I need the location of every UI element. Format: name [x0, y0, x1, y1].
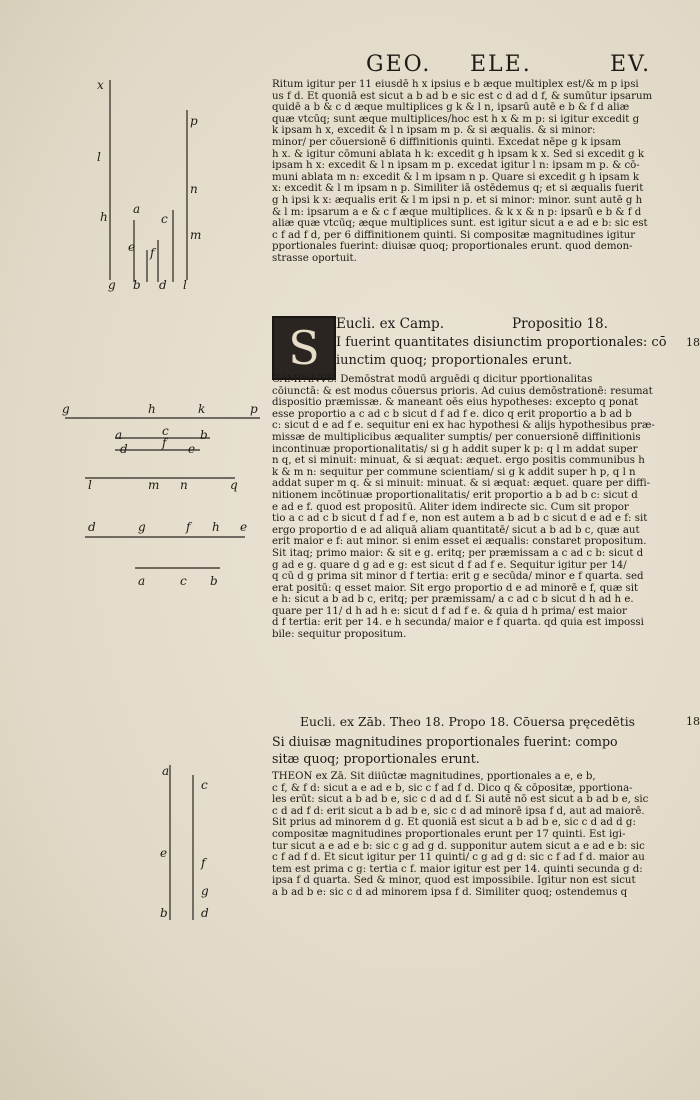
- text-line: erat positū: q esset maior. Sit ergo proportio d e ad minorē e f, quæ sit: [272, 582, 639, 594]
- text-line: compositæ magnitudines proportionales erunt per 17 quinti. Est igi-: [272, 828, 626, 840]
- diagram-label: b: [200, 428, 208, 442]
- text-line: g h ipsi k x: æqualis erit & l m ipsi n p. et si minor: minor. sunt autē g h: [272, 194, 643, 206]
- text-line: Sit itaq; primo maior: & sit e g. eritq; per præmissam a c ad c b: sicut d: [272, 547, 644, 559]
- diagram-label: f: [186, 520, 191, 534]
- section1-enunciation-1: I fuerint quantitates disiunctim proportionales: cō: [336, 335, 667, 350]
- diagram-label: c: [180, 574, 187, 588]
- text-line: THEON ex Zā. Sit diiūctæ magnitudines, pportionales a e, e b,: [272, 771, 596, 782]
- diagram-label: e: [240, 520, 248, 534]
- text-line: c f, & f d: sicut a e ad e b, sic c f ad f d. Dico q & cōpositæ, pportiona-: [272, 782, 633, 794]
- text-line: strasse oportuit.: [272, 252, 357, 264]
- diagram-label: d: [88, 520, 96, 534]
- text-block-2: [272, 374, 680, 641]
- section1-proposition: Propositio 18.: [512, 316, 608, 332]
- diagram-label: l: [88, 478, 92, 492]
- section1-title: Eucli. ex Camp.: [336, 316, 445, 332]
- diagram-label: l: [183, 278, 187, 292]
- diagram-3: [150, 755, 220, 930]
- text-line: ipsam h x: excedit & l n ipsam m p. excedat igitur l n: ipsam m p. & cō-: [272, 160, 640, 172]
- diagram-label: f: [201, 856, 206, 870]
- margin-number: 18: [686, 715, 700, 728]
- text-line: tem est prima c g: tertia c f. maior igitur est per 14. quinti secunda g d:: [272, 863, 643, 875]
- text-line: tio a c ad c b sicut d f ad f e, non est autem a b ad b c sicut d e ad e f: sit: [272, 513, 648, 525]
- text-block-3: [272, 771, 680, 899]
- diagram-label: a: [162, 764, 170, 778]
- text-line: quare per 11/ d h ad h e: sicut d f ad f e. & quia d h prima/ est maior: [272, 605, 627, 617]
- text-line: Ritum igitur per 11 eiusdē h x ipsius e b æque multiplex est/& m p ipsi: [272, 79, 639, 90]
- text-line: addat super m q. & si minuit: minuat. & si æquat: æquet. quare per diffi-: [272, 478, 651, 490]
- text-line: erit maior e f: aut minor. si enim esset ei æqualis: constaret propositum.: [272, 536, 647, 548]
- text-line: n q, et si minuit: minuat, & si æquat: æquet. ergo positis communibus h: [272, 455, 645, 467]
- text-line: ergo proportio d e ad aliquā aliam quantitatē/ sicut a b ad b c, quæ aut: [272, 524, 640, 536]
- text-line: us f d. Et quoniā est sicut a b ad b e sic est c d ad d f, & sumūtur ipsarum: [272, 90, 653, 102]
- diagram-label: h: [212, 520, 220, 534]
- section2-enunciation-1: Si diuisæ magnitudines proportionales fuerint: compo: [272, 734, 618, 749]
- text-line: CAMPANVS. Demōstrat modū arguēdi q dicitur pportionalitas: [272, 374, 593, 385]
- diagram-label: a: [115, 428, 123, 442]
- text-line: e ad e f. quod est propositū. Aliter idem indirecte sic. Cum sit propor: [272, 501, 629, 513]
- diagram-label: h: [148, 402, 156, 416]
- header-right: EV.: [610, 52, 652, 77]
- text-line: tur sicut a e ad e b: sic c g ad g d. supponitur autem sicut a e ad e b: sic: [272, 840, 645, 852]
- text-line: a b ad b e: sic c d ad minorem ipsa f d. Similiter quoq; ostendemus q: [272, 886, 628, 898]
- text-line: k ipsam h x, excedit & l n ipsam m p. & si æqualis. & si minor:: [272, 125, 596, 137]
- text-line: quidē a b & c d æque multiplices g k & l n, ipsarū autē e b & f d aliæ: [272, 102, 630, 114]
- text-line: muni ablata m n: excedit & l m ipsam n p. Quare si excedit g h ipsam k: [272, 171, 640, 183]
- diagram-label: a: [133, 202, 141, 216]
- text-line: c f ad f d. Et sicut igitur per 11 quinti/ c g ad g d: sic c f ad f d. maior au: [272, 852, 645, 864]
- section2-enunciation-2: sitæ quoq; proportionales erunt.: [272, 751, 480, 766]
- text-line: nitionem incōtinuæ proportionalitatis/ erit proportio a b ad b c: sicut d: [272, 489, 638, 501]
- text-line: ipsa f d quarta. Sed & minor, quod est impossibile. Igitur non est sicut: [272, 875, 636, 887]
- text-line: missæ de multiplicibus æqualiter sumptis/ per conuersionē diffinitionis: [272, 431, 641, 443]
- diagram-label: b: [133, 278, 141, 292]
- diagram-label: p: [250, 402, 258, 416]
- text-line: pportionales fuerint: diuisæ quoq; proportionales erunt. quod demon-: [272, 241, 633, 253]
- text-line: e h: sicut a b ad b c, eritq; per præmissam/ a c ad c b sicut d h ad h e.: [272, 594, 634, 606]
- diagram-label: m: [190, 228, 202, 242]
- diagram-label: d: [159, 278, 167, 292]
- text-line: k & m n: sequitur per commune scientiam/ si g k addit super h p, q l n: [272, 466, 636, 478]
- text-line: q cū d g prima sit minor d f tertia: erit g e secūda/ minor e f quarta. sed: [272, 571, 644, 583]
- text-line: esse proportio a c ad c b sicut d f ad f e. dico q erit proportio a b ad b: [272, 408, 632, 420]
- text-line: d f tertia: erit per 14. e h secunda/ maior e f quarta. qd quia est impossi: [272, 617, 644, 629]
- diagram-label: l: [97, 150, 101, 164]
- diagram-label: g: [138, 520, 146, 534]
- running-header: [360, 52, 660, 82]
- diagram-label: c: [161, 212, 168, 226]
- diagram-label: f: [150, 246, 155, 260]
- diagram-label: b: [210, 574, 218, 588]
- diagram-label: e: [160, 846, 168, 860]
- text-line: bile: sequitur propositum.: [272, 629, 407, 641]
- text-line: & l m: ipsarum a e & c f æque multiplices. & k x & n p: ipsarū e b & f d: [272, 206, 642, 218]
- diagram-label: q: [230, 478, 238, 492]
- text-line: les erūt: sicut a b ad b e, sic c d ad d f. Si autē nō est sicut a b ad b e, sic: [272, 794, 649, 806]
- text-block-1: [272, 79, 680, 265]
- diagram-label: k: [198, 402, 206, 416]
- diagram-label: f: [162, 436, 167, 450]
- diagram-label: e: [188, 442, 196, 456]
- diagram-label: a: [138, 574, 146, 588]
- text-line: minor/ per cōuersionē 6 diffinitionis quinti. Excedat nēpe g k ipsam: [272, 136, 622, 148]
- text-line: Sit prius ad minorem d g. Et quoniā est sicut a b ad b e, sic c d ad d g:: [272, 817, 636, 829]
- margin-number: 18: [686, 336, 700, 349]
- text-line: x: excedit & l m ipsam n p. Similiter iā ostēdemus q; et si æqualis fuerit: [272, 183, 644, 195]
- text-line: cōiunctā: & est modus cōuersus prioris. Ad cuius demōstrationē: resumat: [272, 385, 653, 397]
- text-line: dispositio præmissæ. & maneant oēs eius hypotheses: excepto q ponat: [272, 397, 639, 409]
- text-line: quæ vtcūq; sunt æque multiplices/hoc est h x & m p: si igitur excedit g: [272, 113, 640, 125]
- text-line: incontinuæ proportionalitatis/ si g h addit super k p: q l m addat super: [272, 443, 638, 455]
- section2-title: Eucli. ex Zāb. Theo 18. Propo 18. Cōuersa pręcedētis: [300, 714, 636, 729]
- diagram-label: h: [100, 210, 108, 224]
- text-line: c d ad f d: erit sicut a b ad b e, sic c d ad minorē ipsa f d, aut ad maiorē.: [272, 805, 645, 817]
- diagram-1: [90, 70, 270, 300]
- diagram-label: c: [201, 778, 208, 792]
- diagram-label: n: [180, 478, 188, 492]
- diagram-label: p: [190, 114, 198, 128]
- decorated-initial: S: [272, 316, 336, 380]
- diagram-label: d: [120, 442, 128, 456]
- text-line: c: sicut d e ad f e. sequitur eni ex hac hypothesi & alijs hypothesibus præ-: [272, 420, 655, 432]
- text-line: h x. & igitur cōmuni ablata h k: excedit g h ipsam k x. Sed si excedit g k: [272, 148, 645, 160]
- diagram-label: c: [162, 424, 169, 438]
- text-line: aliæ quæ vtcūq; æque multiplices sunt. est igitur sicut a e ad e b: sic est: [272, 218, 648, 230]
- diagram-label: g: [108, 278, 116, 292]
- text-line: c f ad f d, per 6 diffinitionem quinti. Si compositæ magnitudines igitur: [272, 229, 636, 241]
- diagram-label: g: [201, 884, 209, 898]
- header-left: GEO.: [366, 52, 432, 77]
- diagram-label: n: [190, 182, 198, 196]
- diagram-label: m: [148, 478, 160, 492]
- diagram-label: x: [97, 78, 104, 92]
- diagram-label: d: [201, 906, 209, 920]
- header-center: ELE.: [470, 52, 532, 77]
- text-line: g ad e g. quare d g ad e g: est sicut d f ad f e. Sequitur igitur per 14/: [272, 559, 627, 571]
- diagram-label: e: [128, 240, 136, 254]
- diagram-label: g: [62, 402, 70, 416]
- section1-enunciation-2: iunctim quoq; proportionales erunt.: [336, 353, 573, 368]
- diagram-label: b: [160, 906, 168, 920]
